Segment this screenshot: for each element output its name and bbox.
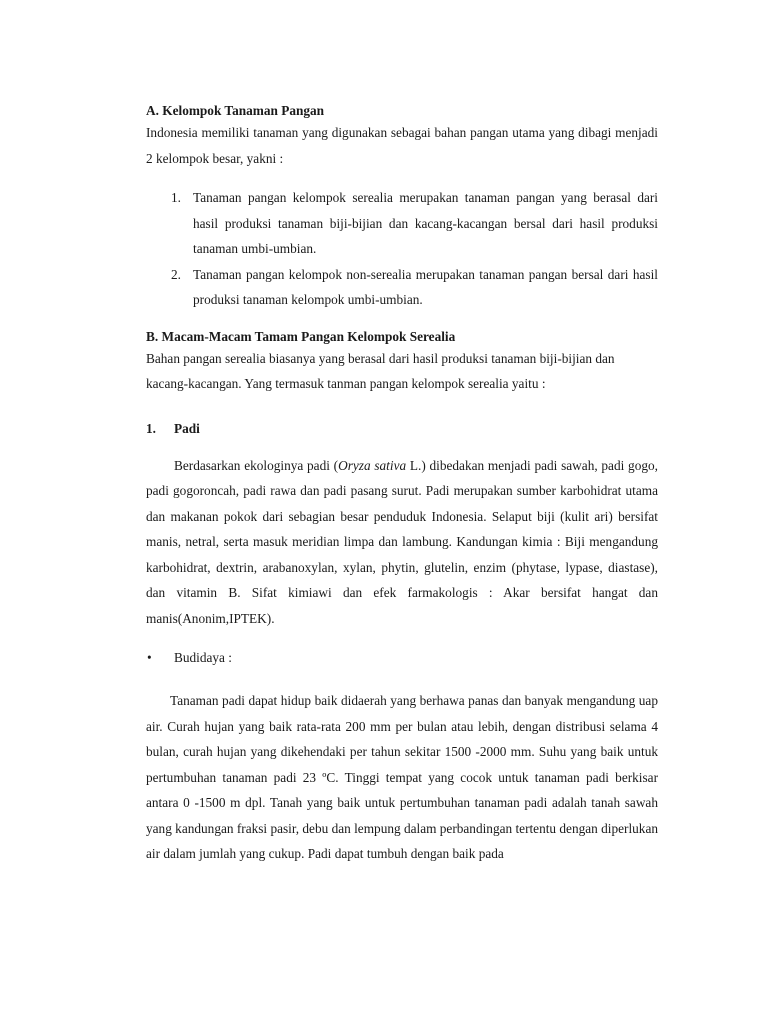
list-item-number: 1.	[171, 190, 181, 205]
document-page	[146, 102, 658, 867]
section-a-heading: A. Kelompok Tanaman Pangan	[146, 103, 325, 118]
list-item	[146, 262, 658, 313]
section-b-intro: Bahan pangan serealia biasanya yang berasal dari hasil produksi tanaman biji-bijian dan kacang-kacangan. Yang termasuk tanman pangan kelompok serealia yaitu :	[146, 350, 615, 391]
section-a-intro: Indonesia memiliki tanaman yang digunakan sebagai bahan pangan utama yang dibagi menjadi 2 kelompok besar, yakni :	[146, 125, 658, 166]
padi-heading	[146, 416, 658, 441]
list-item-number: 2.	[171, 266, 181, 282]
padi-text-rest: L.) dibedakan menjadi padi sawah, padi gogo, padi gogoroncah, padi rawa dan padi pasang surut. Padi merupakan sumber karbohidrat utama dan makanan pokok dari sebagian besar penduduk Indonesia. Selaput biji (kulit ari) bersifat manis, netral, serta masuk meridian limpa dan lambung. Kandungan kimia : Biji mengandung karbohidrat, dextrin, arabanoxylan, xylan, phytin, glutelin, enzim (phytase, lypase, diastase), dan vitamin B. Sifat kimiawi dan efek farmakologis : Akar bersifat hangat dan manis(Anonim,IPTEK).	[146, 457, 658, 626]
padi-text-start: Berdasarkan ekologinya padi (	[174, 457, 339, 473]
list-item-text: Tanaman pangan kelompok non-serealia merupakan tanaman pangan bersal dari hasil produksi tanaman kelompok umbi-umbian.	[193, 266, 658, 307]
padi-heading-number: 1.	[146, 420, 156, 436]
list-item	[146, 185, 658, 262]
bullet-icon: •	[147, 650, 152, 665]
padi-heading-title: Padi	[174, 420, 200, 436]
section-a-list	[146, 185, 658, 313]
budidaya-paragraph: Tanaman padi dapat hidup baik didaerah yang berhawa panas dan banyak mengandung uap air. Curah hujan yang baik rata-rata 200 mm per bulan atau lebih, dengan distribusi selama 4 bulan, curah hujan yang dikehendaki per tahun sekitar 1500 -2000 mm. Suhu yang baik untuk pertumbuhan tanaman padi 23 ºC. Tinggi tempat yang cocok untuk tanaman padi berkisar antara 0 -1500 m dpl. Tanah yang baik untuk pertumbuhan tanaman padi adalah tanah sawah yang kandungan fraksi pasir, debu dan lempung dalam perbandingan tertentu dengan diperlukan air dalam jumlah yang cukup. Padi dapat tumbuh dengan baik pada	[146, 693, 658, 861]
budidaya-bullet-item	[146, 645, 658, 670]
list-item-text: Tanaman pangan kelompok serealia merupakan tanaman pangan yang berasal dari hasil produksi tanaman biji-bijian dan kacang-kacangan bersal dari hasil produksi tanaman umbi-umbian.	[193, 190, 658, 256]
species-name: Oryza sativa	[338, 457, 407, 473]
budidaya-label: Budidaya :	[174, 650, 232, 665]
section-b-heading: B. Macam-Macam Tamam Pangan Kelompok Serealia	[146, 328, 456, 344]
padi-paragraph	[146, 453, 658, 632]
